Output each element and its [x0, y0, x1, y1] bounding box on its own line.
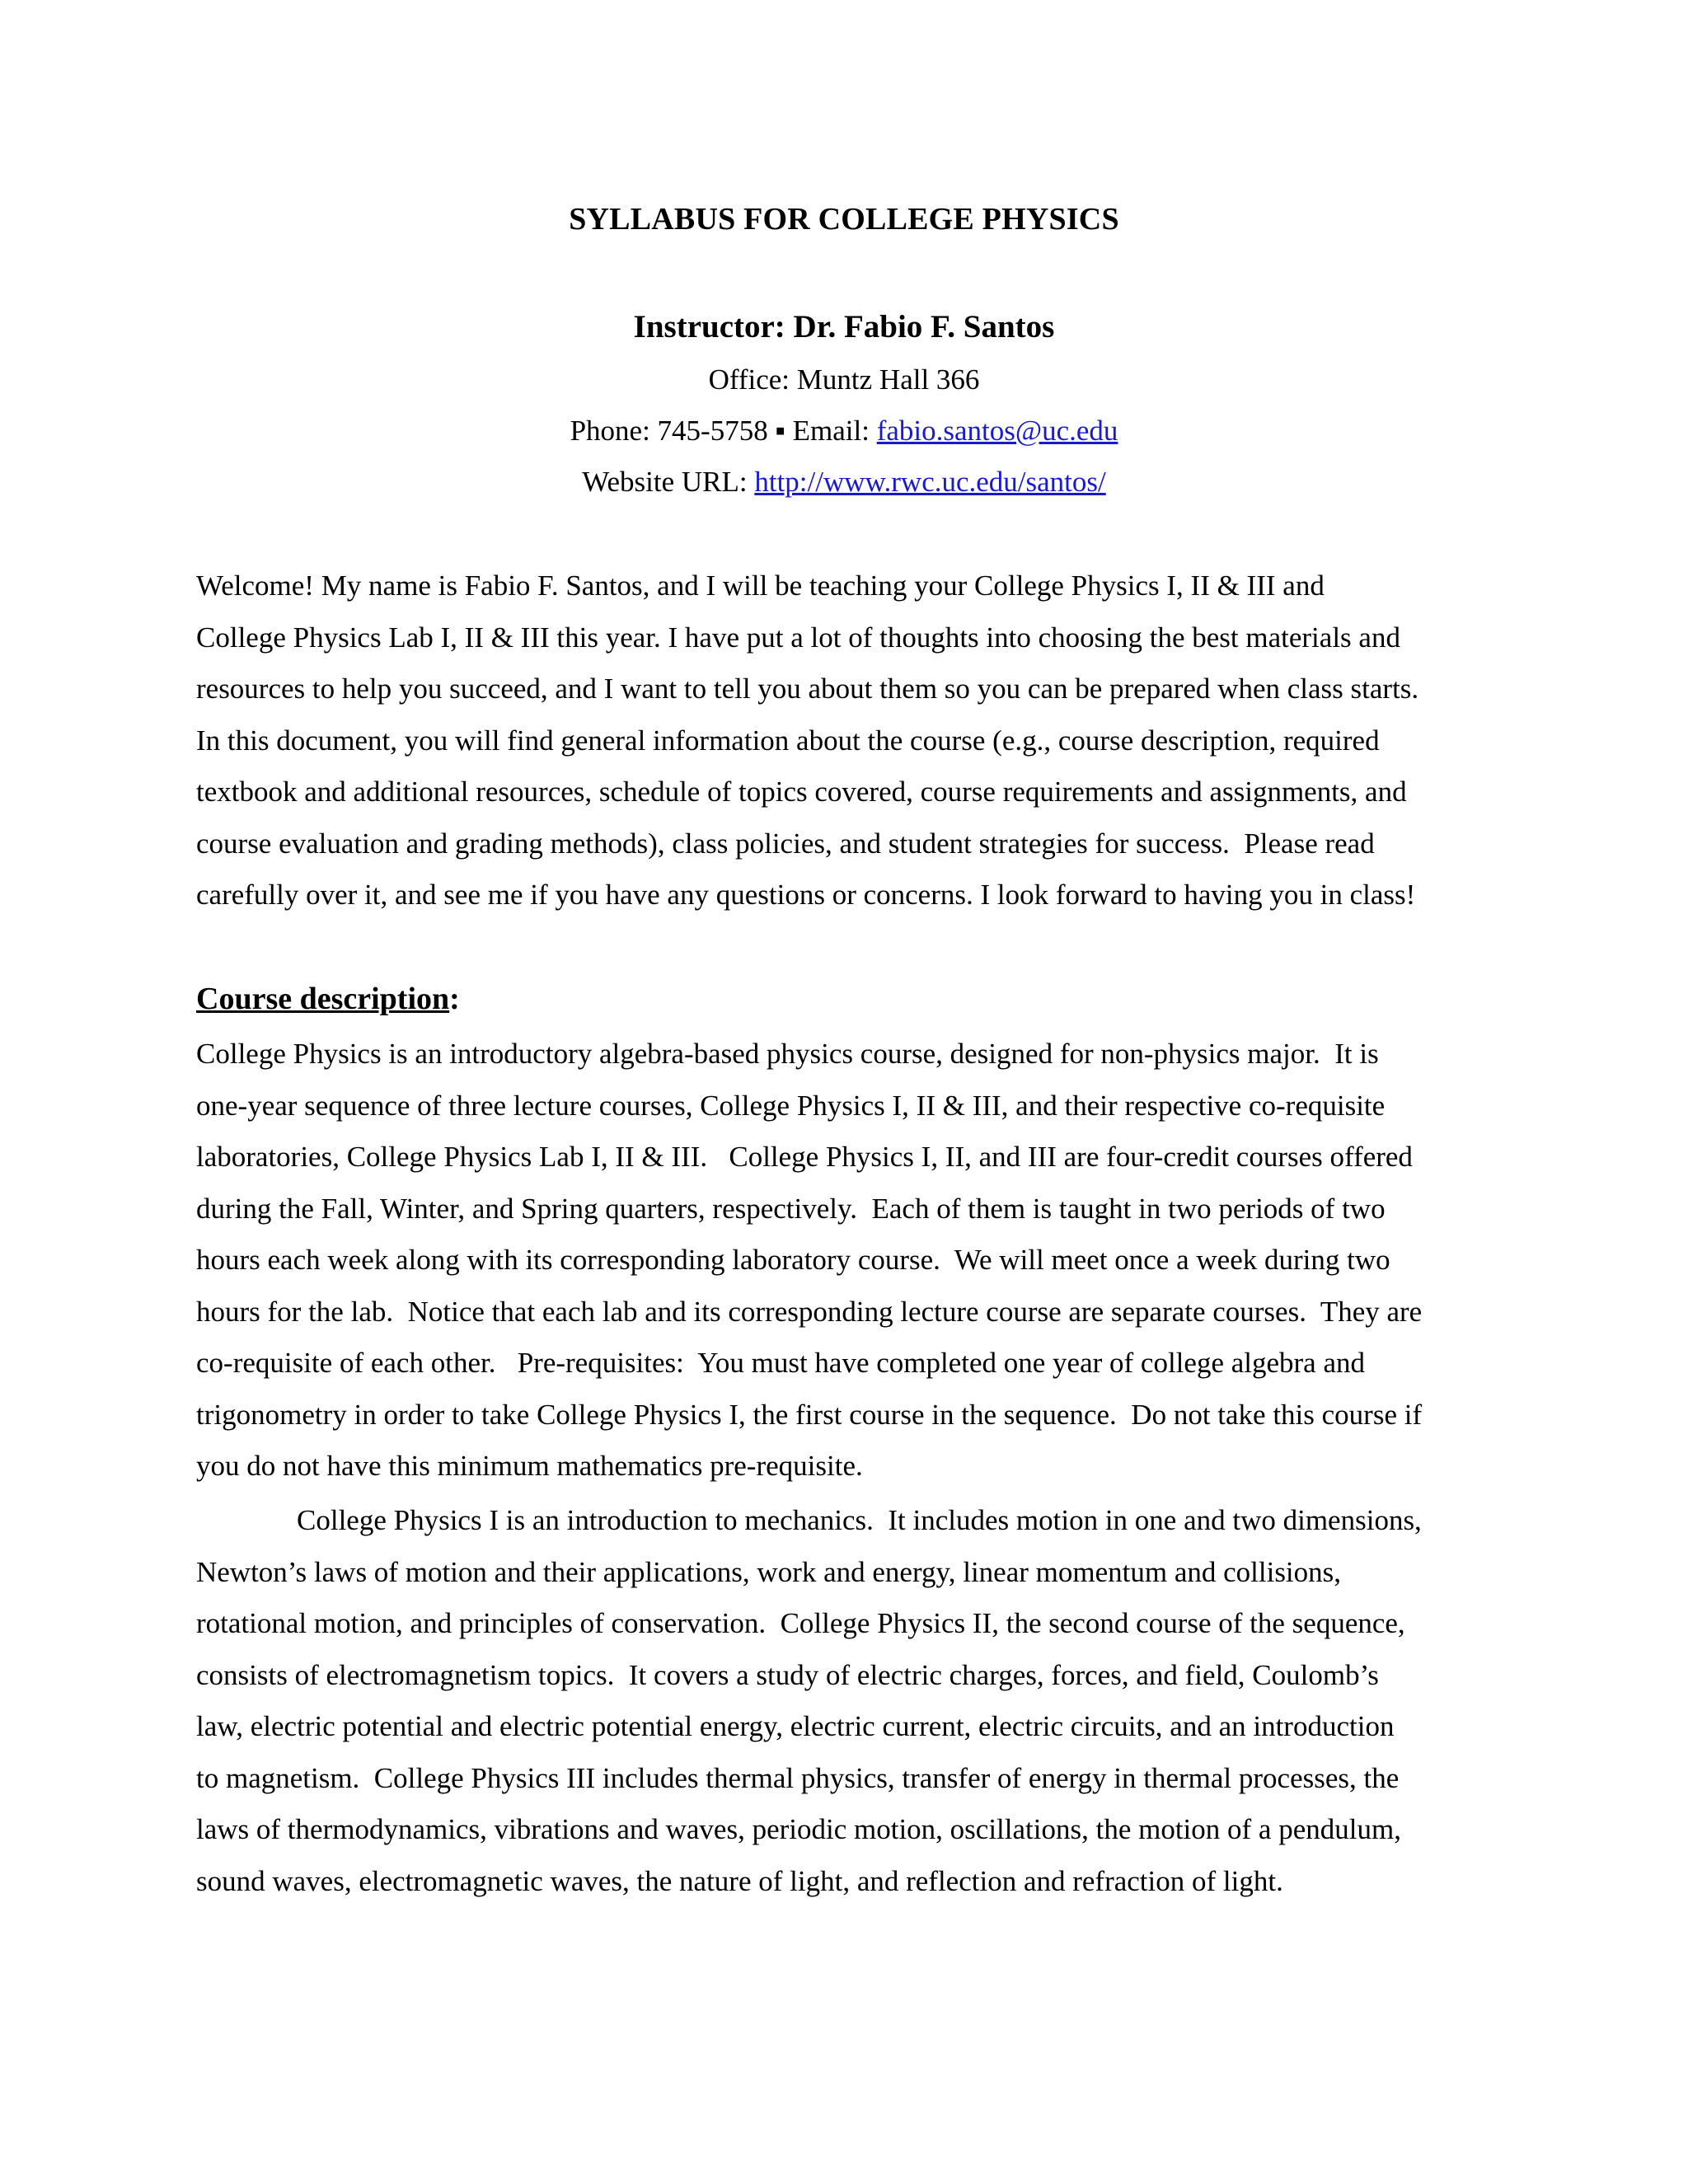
course-description-heading — [196, 977, 460, 1020]
instructor-name: Instructor: Dr. Fabio F. Santos — [633, 309, 1055, 344]
description-line: rotational motion, and principles of conservation. College Physics II, the second course of the sequence, — [196, 1607, 1405, 1639]
description-line: co-requisite of each other. Pre-requisites: You must have completed one year of college algebra and — [196, 1347, 1365, 1379]
office-location: Office: Muntz Hall 366 — [708, 363, 980, 396]
description-line: laboratories, College Physics Lab I, II & III. College Physics I, II, and III are four-credit courses offered — [196, 1141, 1413, 1173]
description-line: College Physics I is an introduction to mechanics. It includes motion in one and two dimensions, — [297, 1504, 1422, 1536]
description-line: during the Fall, Winter, and Spring quarters, respectively. Each of them is taught in two periods of two — [196, 1192, 1386, 1225]
course-description-paragraph-1 — [196, 1029, 1508, 1493]
description-line: hours each week along with its corresponding laboratory course. We will meet once a week during two — [196, 1244, 1390, 1276]
email-link[interactable]: fabio.santos@uc.edu — [876, 415, 1118, 447]
welcome-line: resources to help you succeed, and I want to tell you about them so you can be prepared when class starts. — [196, 673, 1419, 705]
website-line — [0, 462, 1688, 503]
heading-colon: : — [449, 982, 460, 1016]
document-title: SYLLABUS FOR COLLEGE PHYSICS — [569, 202, 1119, 237]
phone-email-line — [0, 410, 1688, 452]
description-line: you do not have this minimum mathematics pre-requisite. — [196, 1450, 863, 1482]
welcome-line: carefully over it, and see me if you have any questions or concerns. I look forward to having you in class! — [196, 879, 1416, 911]
course-description-heading-text: Course description — [196, 982, 450, 1016]
welcome-line: In this document, you will find general information about the course (e.g., course description, required — [196, 724, 1380, 757]
welcome-line: textbook and additional resources, schedule of topics covered, course requirements and assignments, and — [196, 776, 1407, 808]
description-line: College Physics is an introductory algebra-based physics course, designed for non-physics major. It is — [196, 1038, 1379, 1070]
welcome-line: Welcome! My name is Fabio F. Santos, and I will be teaching your College Physics I, II & III and — [196, 569, 1325, 602]
welcome-paragraph — [196, 560, 1508, 921]
website-link[interactable]: http://www.rwc.uc.edu/santos/ — [754, 466, 1106, 498]
description-line: sound waves, electromagnetic waves, the nature of light, and reflection and refraction of light. — [196, 1864, 1283, 1897]
website-label: Website URL: — [582, 466, 755, 498]
description-line: trigonometry in order to take College Physics I, the first course in the sequence. Do not take this course if — [196, 1398, 1423, 1431]
description-line: hours for the lab. Notice that each lab and its corresponding lecture course are separate courses. They are — [196, 1295, 1423, 1328]
welcome-line: College Physics Lab I, II & III this year. I have put a lot of thoughts into choosing the best materials and — [196, 621, 1400, 654]
description-line: law, electric potential and electric potential energy, electric current, electric circuits, and an introduction — [196, 1710, 1395, 1742]
welcome-line: course evaluation and grading methods), class policies, and student strategies for success. Please read — [196, 827, 1375, 860]
description-line: one-year sequence of three lecture courses, College Physics I, II & III, and their respective co-requisite — [196, 1089, 1386, 1122]
phone-label: Phone: 745-5758 ▪ Email: — [570, 415, 877, 447]
description-line: laws of thermodynamics, vibrations and waves, periodic motion, oscillations, the motion of a pendulum, — [196, 1813, 1401, 1845]
description-line: consists of electromagnetism topics. It covers a study of electric charges, forces, and field, Coulomb’s — [196, 1658, 1379, 1691]
course-description-paragraph-2 — [196, 1495, 1508, 1907]
description-line: to magnetism. College Physics III includes thermal physics, transfer of energy in thermal processes, the — [196, 1761, 1400, 1794]
description-line: Newton’s laws of motion and their applications, work and energy, linear momentum and collisions, — [196, 1555, 1342, 1588]
